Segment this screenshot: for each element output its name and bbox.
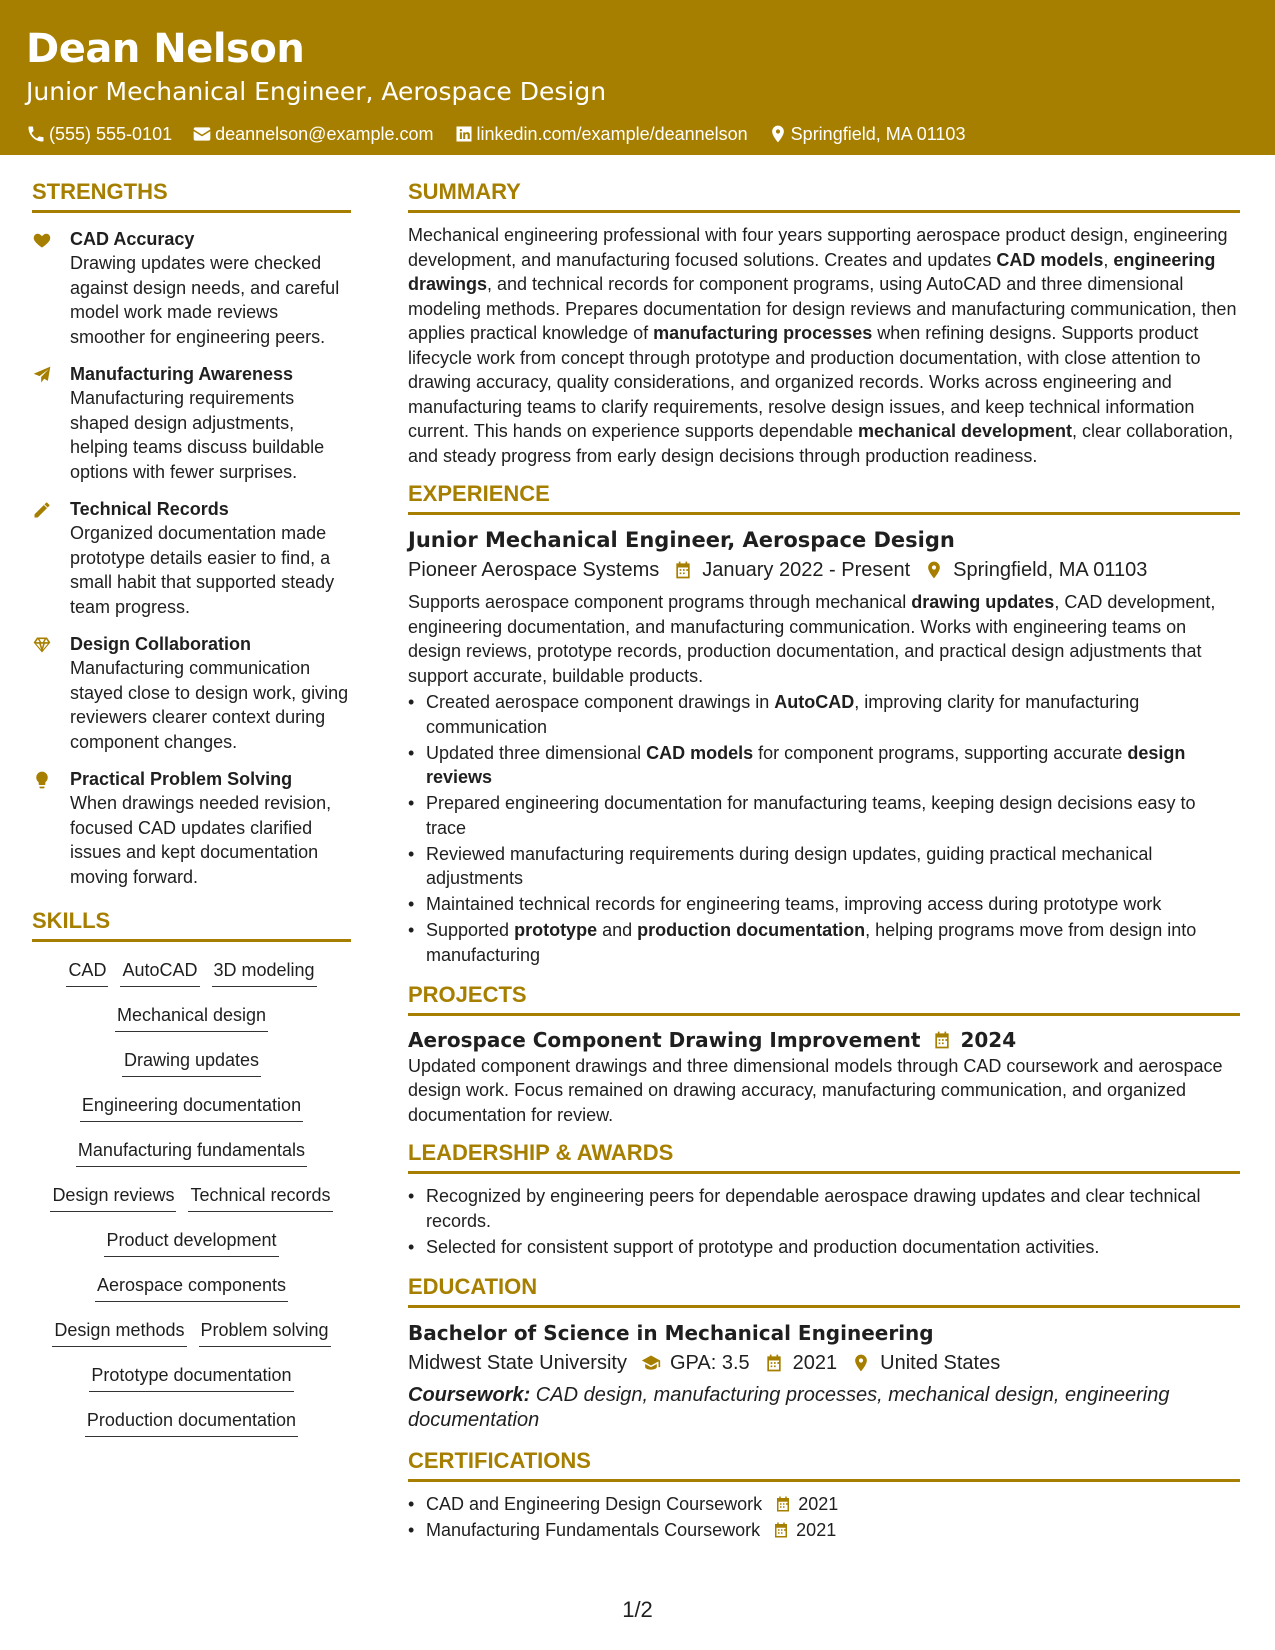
- company-name: Pioneer Aerospace Systems: [408, 559, 660, 581]
- emphasis-text: prototype: [514, 920, 598, 940]
- coursework-label: Coursework:: [408, 1383, 531, 1406]
- certification-item: [408, 1518, 1240, 1543]
- email-link[interactable]: deannelson@example.com: [215, 124, 434, 144]
- contact-location: [768, 123, 966, 145]
- skill-tag: Design reviews: [50, 1183, 176, 1212]
- strength-body: [70, 497, 351, 619]
- skill-row: [32, 1093, 351, 1123]
- text-run: , improving clarity for manufacturing communication: [426, 692, 1140, 737]
- skill-tag: 3D modeling: [212, 958, 317, 987]
- page-number: 1/2: [622, 1597, 653, 1622]
- job-bullet: [408, 690, 1240, 739]
- certification-year: 2021: [796, 1519, 837, 1540]
- project-title-row: [408, 1026, 1240, 1054]
- job-bullets: [408, 690, 1240, 967]
- text-run: Maintained technical records for engineering teams, improving access during prototype work: [426, 894, 1162, 914]
- strength-item: [32, 362, 351, 484]
- map-pin-icon: [768, 124, 788, 144]
- strength-icon-wrap: [32, 767, 70, 889]
- coursework: [408, 1383, 1240, 1433]
- diamond-icon: [32, 635, 52, 655]
- job-bullet: [408, 791, 1240, 840]
- text-run: Updated three dimensional: [426, 742, 647, 763]
- experience-heading: EXPERIENCE: [408, 480, 1240, 515]
- linkedin-icon: [454, 124, 474, 144]
- resume-header: [0, 0, 1275, 155]
- contact-linkedin[interactable]: [454, 123, 748, 145]
- skill-row: [32, 1408, 351, 1438]
- job-meta: [408, 555, 1240, 585]
- skill-row: [32, 1183, 351, 1213]
- phone-icon: [26, 124, 46, 144]
- strength-title: Design Collaboration: [70, 634, 252, 654]
- text-run: and: [597, 920, 638, 940]
- text-run: when refining designs. Supports product lifecycle work from concept through prototype and production documentation, with close attention to drawing accuracy, quality considerations, and organized records. Works across engineering and manufacturing teams to clarify requirements, resolve design issues, and keep technical information current. This hands on experience supports dependable: [408, 323, 1201, 441]
- gpa-text: GPA: 3.5: [669, 1351, 750, 1374]
- strength-description: Manufacturing requirements shaped design adjustments, helping teams discuss buildable options with fewer surprises.: [70, 388, 325, 482]
- skill-tag: AutoCAD: [120, 958, 199, 987]
- emphasis-text: engineering drawings: [408, 249, 1216, 294]
- emphasis-text: CAD models: [646, 742, 754, 763]
- degree: Bachelor of Science in Mechanical Engineering: [408, 1320, 934, 1345]
- strength-icon-wrap: [32, 227, 70, 349]
- certifications-heading: CERTIFICATIONS: [408, 1447, 1240, 1482]
- project-date: [932, 1026, 1016, 1054]
- candidate-name: Dean Nelson: [26, 26, 305, 72]
- skill-tag: Problem solving: [199, 1318, 331, 1347]
- skill-row: [32, 958, 351, 988]
- strength-description: Organized documentation made prototype details easier to find, a small habit that supported steady team progress.: [70, 523, 335, 617]
- text-run: for component programs, supporting accurate: [753, 742, 1128, 763]
- contact-email[interactable]: [192, 123, 433, 145]
- emphasis-text: CAD models: [996, 249, 1104, 270]
- job-bullet: [408, 741, 1240, 790]
- project-title: Aerospace Component Drawing Improvement: [408, 1027, 921, 1052]
- calendar-icon: [772, 1521, 790, 1539]
- strength-item: [32, 497, 351, 619]
- emphasis-text: drawing updates: [911, 592, 1055, 612]
- education-location: [851, 1348, 1000, 1378]
- leadership-list: [408, 1184, 1240, 1259]
- summary-text: [408, 223, 1240, 468]
- skill-row: [32, 1273, 351, 1303]
- job-bullet: [408, 918, 1240, 967]
- graduation-year: [764, 1348, 838, 1378]
- strengths-list: [32, 227, 351, 889]
- graduation-cap-icon: [641, 1353, 661, 1373]
- certifications-list: [408, 1492, 1240, 1543]
- strength-title: CAD Accuracy: [70, 229, 195, 249]
- job-bullet: [408, 892, 1240, 917]
- strength-title: Technical Records: [70, 499, 229, 519]
- map-pin-icon: [851, 1353, 871, 1373]
- emphasis-text: design reviews: [426, 742, 1186, 787]
- text-run: Supported: [426, 920, 515, 940]
- skill-tag: Engineering documentation: [80, 1093, 303, 1122]
- certification-name: • Manufacturing Fundamentals Coursework: [426, 1519, 761, 1540]
- pencil-icon: [32, 500, 52, 520]
- phone-text: (555) 555-0101: [49, 124, 173, 144]
- school-name: Midwest State University: [408, 1351, 627, 1374]
- education-heading: EDUCATION: [408, 1273, 1240, 1308]
- calendar-icon: [932, 1030, 952, 1050]
- strength-item: [32, 227, 351, 349]
- emphasis-text: manufacturing processes: [653, 323, 873, 343]
- skills-list: [32, 958, 351, 1438]
- text-run: Prepared engineering documentation for manufacturing teams, keeping design decisions easy to trace: [426, 793, 1196, 838]
- job-dates-text: January 2022 - Present: [702, 559, 911, 581]
- certification-item: [408, 1492, 1240, 1517]
- strength-item: [32, 767, 351, 889]
- skill-tag: Manufacturing fundamentals: [76, 1138, 307, 1167]
- skill-tag: Production documentation: [85, 1408, 298, 1437]
- strength-item: [32, 632, 351, 754]
- strengths-heading: STRENGTHS: [32, 178, 351, 213]
- skill-row: [32, 1048, 351, 1078]
- strength-title: Manufacturing Awareness: [70, 364, 294, 384]
- strength-body: [70, 227, 351, 349]
- job-location-text: Springfield, MA 01103: [953, 559, 1148, 581]
- job-location: [924, 555, 1147, 585]
- strength-description: When drawings needed revision, focused CAD updates clarified issues and kept documentation moving forward.: [70, 793, 332, 887]
- contact-bar: [26, 123, 1249, 145]
- calendar-icon: [764, 1353, 784, 1373]
- summary-heading: SUMMARY: [408, 178, 1240, 213]
- skills-heading: SKILLS: [32, 907, 351, 942]
- text-run: , and technical records for component programs, using AutoCAD and three dimensional modeling methods. Prepares documentation for design reviews and manufacturing communication, then applies practical knowledge of: [408, 274, 1237, 343]
- right-column: [408, 178, 1240, 1544]
- projects-heading: PROJECTS: [408, 981, 1240, 1016]
- location-text: Springfield, MA 01103: [790, 124, 966, 144]
- lightbulb-icon: [32, 770, 52, 790]
- graduation-year-text: 2021: [792, 1351, 838, 1374]
- text-run: Mechanical engineering professional with four years supporting aerospace product design, engineering development, and manufacturing focused solutions. Creates and updates: [408, 225, 1228, 270]
- skill-row: [32, 1003, 351, 1033]
- skill-tag: Prototype documentation: [89, 1363, 293, 1392]
- calendar-icon: [673, 560, 693, 580]
- calendar-icon: [774, 1495, 792, 1513]
- certification-name: • CAD and Engineering Design Coursework: [426, 1493, 763, 1514]
- skill-tag: Technical records: [188, 1183, 332, 1212]
- skill-row: [32, 1228, 351, 1258]
- paper-plane-icon: [32, 365, 52, 385]
- emphasis-text: production documentation: [637, 920, 866, 940]
- job-title: Junior Mechanical Engineer, Aerospace Design: [408, 528, 955, 552]
- job-bullet: [408, 842, 1240, 891]
- education-meta: [408, 1348, 1240, 1378]
- text-run: Reviewed manufacturing requirements during design updates, guiding practical mechanical adjustments: [426, 843, 1153, 888]
- text-run: , CAD development, engineering documentation, and manufacturing communication. Works with engineering teams on design reviews, prototype records, production documentation, and practical design adjustments that support accurate, buildable products.: [408, 592, 1216, 686]
- text-run: Supports aerospace component programs through mechanical: [408, 592, 912, 612]
- text-run: , clear collaboration, and steady progress from early design decisions through production readiness.: [408, 421, 1234, 466]
- job-description: [408, 590, 1240, 688]
- envelope-icon: [192, 124, 212, 144]
- coursework-text: CAD design, manufacturing processes, mechanical design, engineering documentation: [408, 1383, 1170, 1431]
- skill-tag: Mechanical design: [115, 1003, 268, 1032]
- skill-row: [32, 1318, 351, 1348]
- project-date-text: 2024: [960, 1027, 1017, 1052]
- emphasis-text: mechanical development: [857, 421, 1073, 441]
- leadership-item: • Recognized by engineering peers for dependable aerospace drawing updates and clear technical records.: [408, 1184, 1240, 1233]
- education-location-text: United States: [880, 1351, 1001, 1374]
- contact-phone: [26, 123, 172, 145]
- emphasis-text: AutoCAD: [774, 692, 855, 712]
- map-pin-icon: [924, 560, 944, 580]
- skill-tag: CAD: [66, 958, 108, 987]
- skill-tag: Aerospace components: [95, 1273, 288, 1302]
- candidate-title: Junior Mechanical Engineer, Aerospace Design: [26, 77, 607, 106]
- strength-description: Manufacturing communication stayed close to design work, giving reviewers clearer context during component changes.: [70, 658, 349, 752]
- strength-icon-wrap: [32, 497, 70, 619]
- strength-icon-wrap: [32, 362, 70, 484]
- strength-body: [70, 362, 351, 484]
- gpa: [641, 1348, 750, 1378]
- skill-tag: Design methods: [52, 1318, 186, 1347]
- skill-row: [32, 1363, 351, 1393]
- job-dates: [673, 555, 910, 585]
- project-description: Updated component drawings and three dimensional models through CAD coursework and aerospace design work. Focus remained on drawing accuracy, manufacturing communication, and organized documentation for review.: [408, 1055, 1223, 1125]
- text-run: , helping programs move from design into manufacturing: [426, 920, 1197, 965]
- strength-title: Practical Problem Solving: [70, 769, 293, 789]
- text-run: ,: [1103, 249, 1114, 270]
- left-column: [32, 178, 351, 1453]
- skill-tag: Product development: [104, 1228, 278, 1257]
- certification-year: 2021: [798, 1493, 839, 1514]
- skill-row: [32, 1138, 351, 1168]
- strength-icon-wrap: [32, 632, 70, 754]
- strength-body: [70, 767, 351, 889]
- linkedin-link[interactable]: linkedin.com/example/deannelson: [476, 124, 748, 144]
- heart-icon: [32, 230, 52, 250]
- leadership-heading: LEADERSHIP & AWARDS: [408, 1139, 1240, 1174]
- text-run: Created aerospace component drawings in: [426, 692, 775, 712]
- strength-body: [70, 632, 351, 754]
- strength-description: Drawing updates were checked against design needs, and careful model work made reviews smoother for engineering peers.: [70, 253, 340, 347]
- skill-tag: Drawing updates: [122, 1048, 261, 1077]
- leadership-item: • Selected for consistent support of prototype and production documentation activities.: [408, 1235, 1240, 1260]
